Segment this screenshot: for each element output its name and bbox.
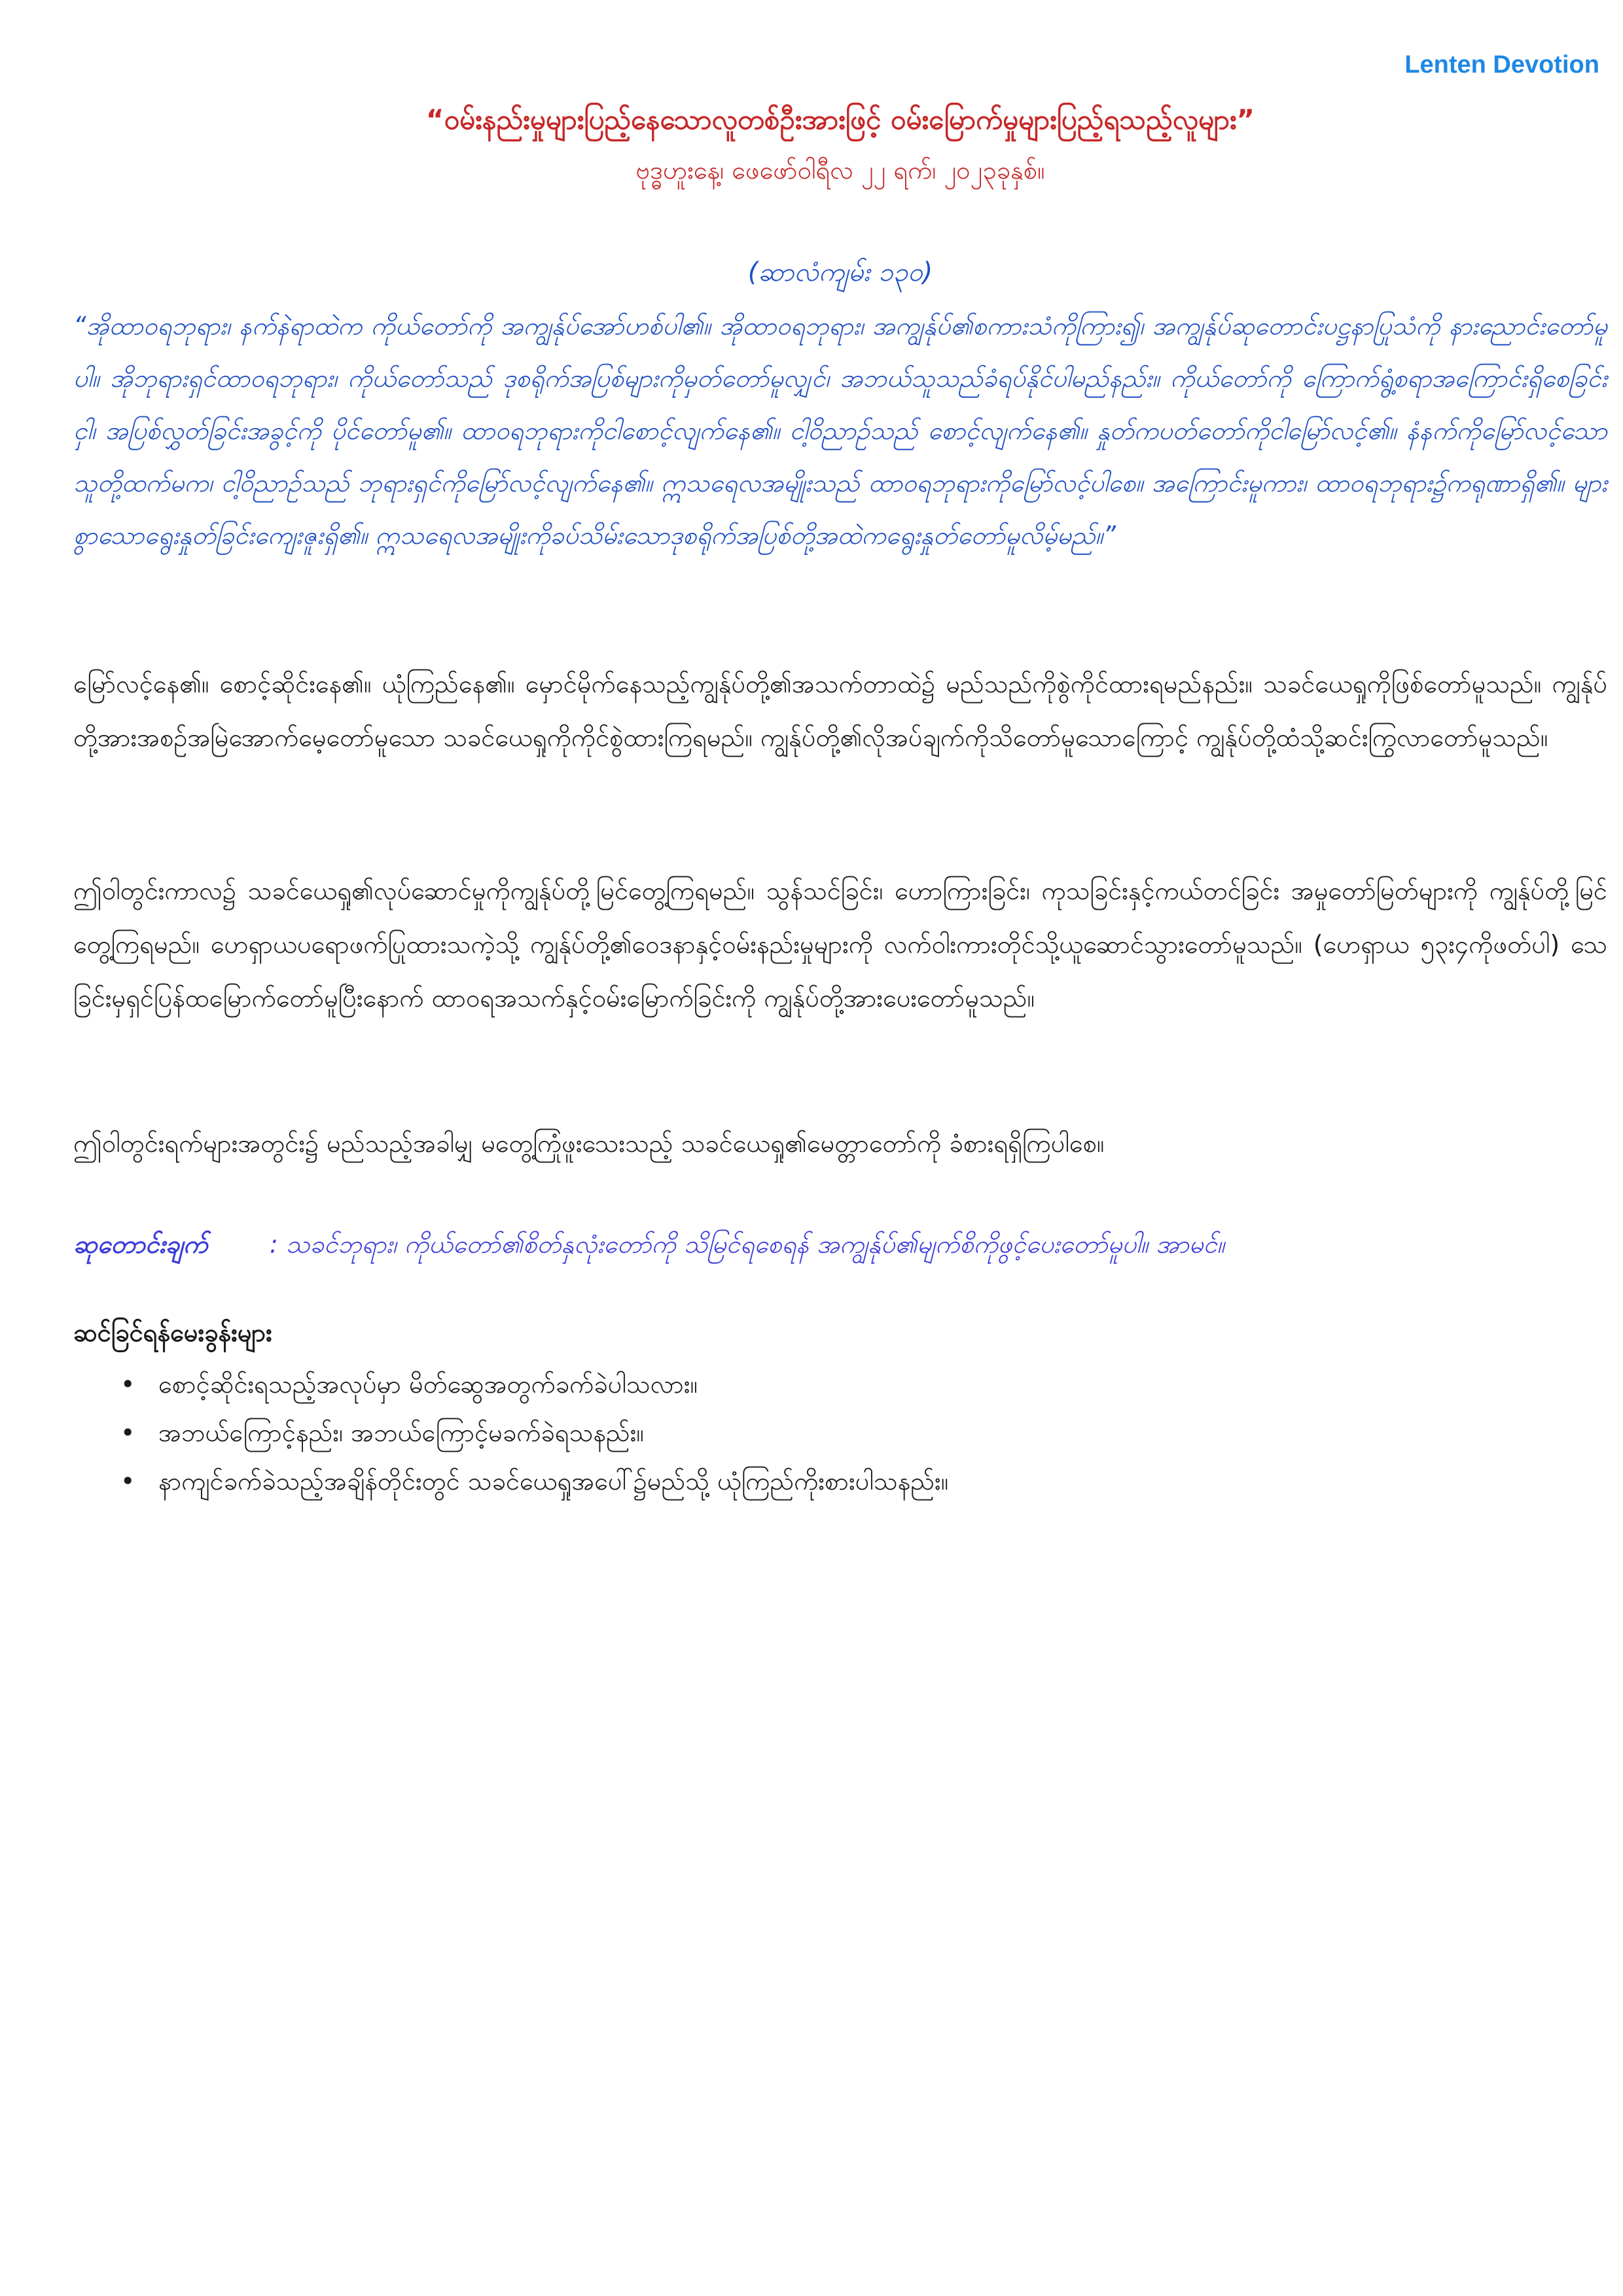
bullet-icon: • [120, 1467, 135, 1496]
paragraph-3: ဤဝါတွင်းရက်များအတွင်း၌ မည်သည့်အခါမျှ မတွေ့ကြုံဖူးသေးသည့် သခင်ယေရှု၏မေတ္တာတော်ကို ခံစားရရှိကြပါစေ။ [73, 1129, 1105, 1158]
prayer-text: : သခင်ဘုရား၊ ကိုယ်တော်၏စိတ်နှလုံးတော်ကို သိမြင်ရစေရန် အကျွန်ုပ်၏မျက်စိကိုဖွင့်ပေးတော်မူပါ။ အာမင်။ [270, 1230, 1225, 1259]
scripture-reference: (ဆာလံကျမ်း ၁၃၀) [747, 257, 933, 287]
list-item [73, 1360, 1607, 1408]
questions-heading: ဆင်ခြင်ရန်မေးခွန်းများ [73, 1318, 272, 1347]
questions-list [73, 1360, 1607, 1505]
bullet-icon: • [120, 1370, 135, 1399]
prayer [73, 1217, 1607, 1271]
prayer-label: ဆုတောင်းချက် [73, 1230, 208, 1259]
scripture-text: “အိုထာဝရဘုရား၊ နက်နဲရာထဲက ကိုယ်တော်ကို အကျွန်ုပ်အော်ဟစ်ပါ၏။ အိုထာဝရဘုရား၊ အကျွန်ုပ်၏စကားသံကိုကြား၍၊ အကျွန်ုပ်ဆုတောင်းပဋ္ဌနာပြုသံကို နားညောင်းတော်မူပါ။ အိုဘုရားရှင်ထာဝရဘုရား၊ ကိုယ်တော်သည် ဒုစရိုက်အပြစ်များကိုမှတ်တော်မူလျှင်၊ အဘယ်သူသည်ခံရပ်နိုင်ပါမည်နည်း။ ကိုယ်တော်ကို ကြောက်ရွံ့စရာအကြောင်းရှိစေခြင်းငှါ၊ အပြစ်လွှတ်ခြင်းအခွင့်ကို ပိုင်တော်မူ၏။ ထာဝရဘုရားကိုငါစောင့်လျက်နေ၏။ ငါ့ဝိညာဉ်သည် စောင့်လျက်နေ၏။ နှုတ်ကပတ်တော်ကိုငါမြော်လင့်၏။ နံနက်ကိုမြော်လင့်သောသူတို့ထက်မက၊ ငါ့ဝိညာဉ်သည် ဘုရားရှင်ကိုမြော်လင့်လျက်နေ၏။ ဣသရေလအမျိုးသည် ထာဝရဘုရားကိုမြော်လင့်ပါစေ။ အကြောင်းမူကား၊ ထာဝရဘုရား၌ကရုဏာရှိ၏။ များစွာသောရွေးနှုတ်ခြင်းကျေးဇူးရှိ၏။ ဣသရေလအမျိုးကိုခပ်သိမ်းသောဒုစရိုက်အပြစ်တို့အထဲကရွေးနှုတ်တော်မူလိမ့်မည်။” [73, 312, 1607, 550]
page-title: “ဝမ်းနည်းမှုများပြည့်နေသောလူတစ်ဦးအားဖြင့် ဝမ်းမြောက်မှုများပြည့်ရသည့်လူများ” [425, 103, 1255, 135]
question-text: စောင့်ဆိုင်းရသည့်အလုပ်မှာ မိတ်ဆွေအတွက်ခက်ခဲပါသလား။ [158, 1370, 698, 1399]
list-item [73, 1408, 1607, 1457]
header-tag: Lenten Devotion [1404, 51, 1599, 79]
paragraph-1: မြော်လင့်နေ၏။ စောင့်ဆိုင်းနေ၏။ ယုံကြည်နေ၏။ မှောင်မိုက်နေသည့်ကျွန်ုပ်တို့၏အသက်တာထဲ၌ မည်သည်ကိုစွဲကိုင်ထားရမည်နည်း။ သခင်ယေရှုကိုဖြစ်တော်မူသည်။ ကျွန်ုပ်တို့အားအစဉ်အမြဲအောက်မေ့တော်မူသော သခင်ယေရှုကိုကိုင်စွဲထားကြရမည်။ ကျွန်ုပ်တို့၏လိုအပ်ချက်ကိုသိတော်မူသောကြောင့် ကျွန်ုပ်တို့ထံသို့ဆင်းကြွလာတော်မူသည်။ [73, 670, 1607, 752]
question-text: နာကျင်ခက်ခဲသည့်အချိန်တိုင်းတွင် သခင်ယေရှုအပေါ်၌မည်သို့ ယုံကြည်ကိုးစားပါသနည်း။ [158, 1467, 949, 1496]
bullet-icon: • [120, 1418, 135, 1447]
devotion-page [73, 0, 1607, 2296]
list-item [73, 1457, 1607, 1505]
question-text: အဘယ်ကြောင့်နည်း၊ အဘယ်ကြောင့်မခက်ခဲရသနည်း။ [158, 1418, 644, 1447]
paragraph-2: ဤဝါတွင်းကာလ၌ သခင်ယေရှု၏လုပ်ဆောင်မှုကိုကျွန်ုပ်တို့မြင်တွေ့ကြရမည်။ သွန်သင်ခြင်း၊ ဟောကြားခြင်း၊ ကုသခြင်းနှင့်ကယ်တင်ခြင်း အမှုတော်မြတ်များကို ကျွန်ုပ်တို့မြင်တွေ့ကြရမည်။ ဟေရှာယပရောဖက်ပြုထားသကဲ့သို့ ကျွန်ုပ်တို့၏ဝေဒနာနှင့်ဝမ်းနည်းမှုများကို လက်ဝါးကားတိုင်သို့ယူဆောင်သွားတော်မူသည်။ (ဟေရှာယ ၅၃း၄ကိုဖတ်ပါ) သေခြင်းမှရှင်ပြန်ထမြောက်တော်မူပြီးနောက် ထာဝရအသက်နှင့်ဝမ်းမြောက်ခြင်းကို ကျွန်ုပ်တို့အားပေးတော်မူသည်။ [73, 876, 1607, 1013]
date-line: ဗုဒ္ဓဟူးနေ့၊ ဖေဖော်ဝါရီလ ၂၂ ရက်၊ ၂၀၂၃ခုနှစ်။ [635, 156, 1045, 185]
